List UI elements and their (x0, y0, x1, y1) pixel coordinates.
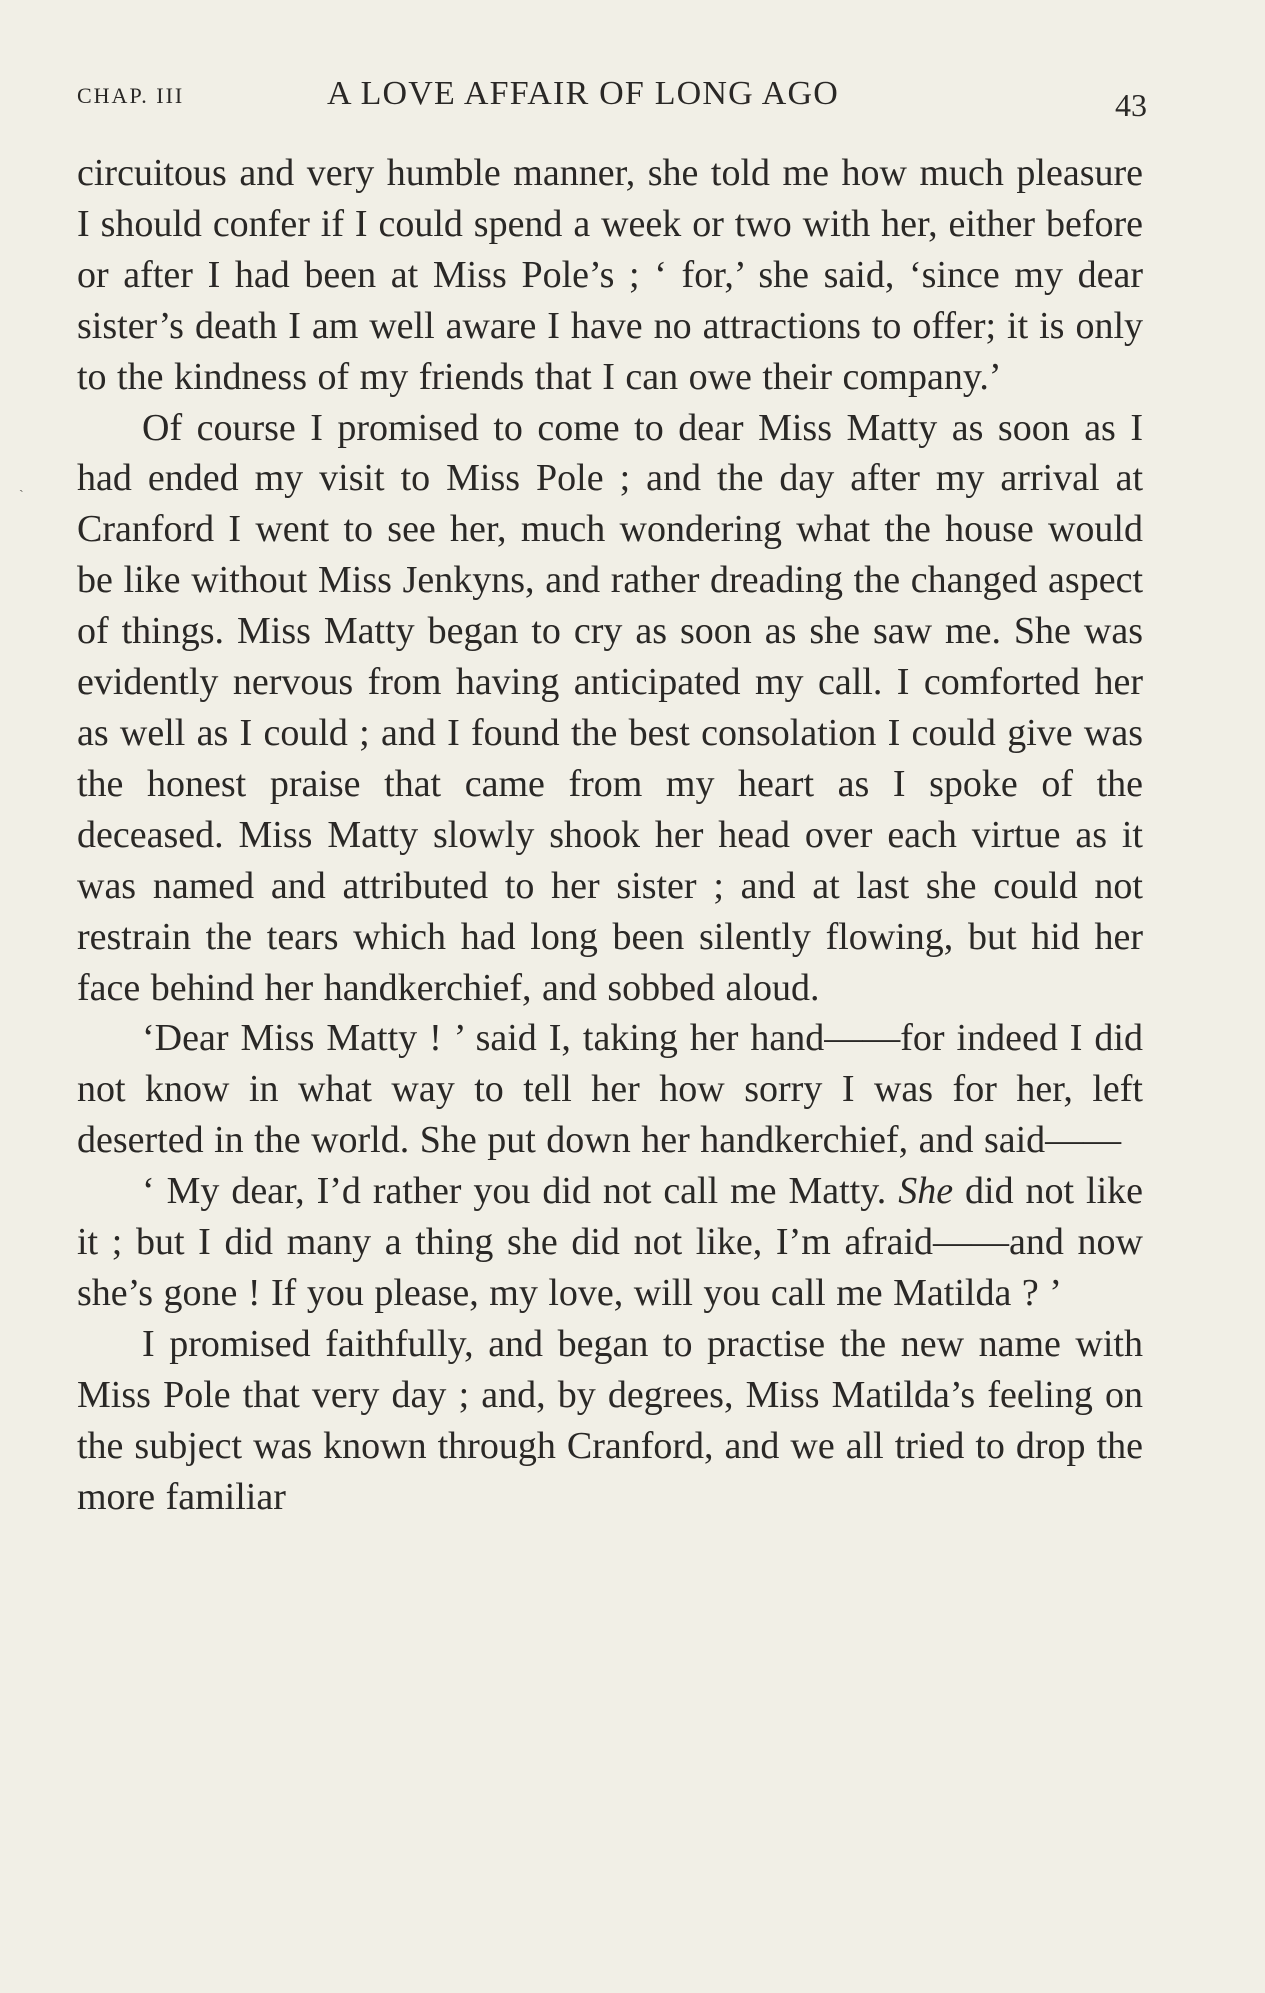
paragraph-4 (77, 1166, 1143, 1319)
paragraph-4-start: ‘ My dear, I’d rather you did not call me Matty. (142, 1170, 887, 1213)
paragraph-1: circuitous and very humble manner, she told me how much pleasure I should confer if I could spend a week or two with her, either before or after I had been at Miss Pole’s ; ‘ for,’ she said, ‘since my dear sister’s death I am well aware I have no attractions to offer; it is only to the kindness of my friends that I can owe their company.’ (77, 152, 1143, 398)
paragraph-5: I promised faithfully, and began to practise the new name with Miss Pole that very day ; and, by degrees, Miss Matilda’s feeling on the subject was known through Cranford, and we all tried to drop the more familiar (77, 1322, 1143, 1518)
page-number: 43 (1115, 87, 1147, 123)
paragraph-3: ‘Dear Miss Matty ! ’ said I, taking her hand——for indeed I did not know in what way to tell her how sorry I was for her, left deserted in the world. She put down her handkerchief, and said—— (77, 1017, 1143, 1162)
running-title: A LOVE AFFAIR OF LONG AGO (327, 75, 840, 112)
paragraph-2: Of course I promised to come to dear Miss Matty as soon as I had ended my visit to Miss Pole ; and the day after my arrival at Cranford I went to see her, much wondering what the house would be like without Miss Jenkyns, and rather dreading the changed aspect of things. Miss Matty began to cry as soon as she saw me. She was evidently nervous from having anticipated my call. I comforted her as well as I could ; and I found the best consolation I could give was the honest praise that came from my heart as I spoke of the deceased. Miss Matty slowly shook her head over each virtue as it was named and attributed to her sister ; and at last she could not restrain the tears which had long been silently flowing, but hid her face behind her handkerchief, and sobbed aloud. (77, 406, 1143, 1009)
paragraph-4-emphasis: She (898, 1170, 954, 1213)
margin-mark: ˎ (19, 478, 24, 493)
paragraph-4-rest: did not like it ; but I did many a thing she did not like, I’m afraid——and now she’s gone ! If you please, my love, will you call me Matilda ? ’ (77, 1170, 1144, 1314)
chapter-reference: CHAP. III (77, 83, 185, 108)
body-text (77, 148, 1143, 1522)
running-head (77, 75, 1147, 125)
